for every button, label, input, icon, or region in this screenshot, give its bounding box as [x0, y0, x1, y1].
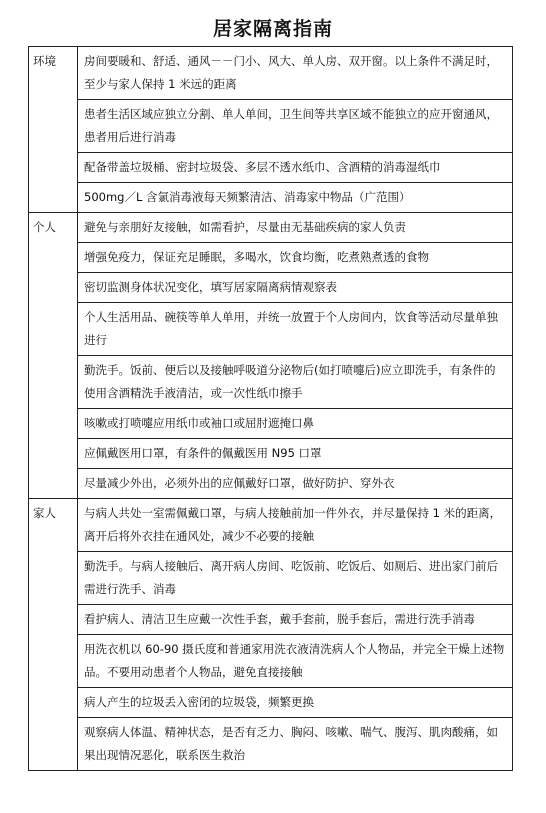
guideline-item: 应佩戴医用口罩，有条件的佩戴医用 N95 口罩	[78, 439, 513, 469]
document-title: 居家隔离指南	[212, 18, 333, 40]
guideline-item: 患者生活区域应独立分割、单人单间，卫生间等共享区域不能独立的应开窗通风，患者用后进行消毒	[78, 100, 513, 153]
table-row	[29, 273, 513, 303]
table-row	[29, 688, 513, 718]
table-row	[29, 183, 513, 213]
guideline-item: 勤洗手。与病人接触后、离开病人房间、吃饭前、吃饭后、如厕后、进出家门前后需进行洗手、消毒	[78, 552, 513, 605]
guideline-item: 观察病人体温、精神状态，是否有乏力、胸闷、咳嗽、喘气、腹泻、肌肉酸痛，如果出现情况恶化，联系医生救治	[78, 718, 513, 771]
guideline-item: 增强免疫力，保证充足睡眠，多喝水，饮食均衡，吃煮熟煮透的食物	[78, 243, 513, 273]
guideline-item: 咳嗽或打喷嚏应用纸巾或袖口或屈肘遮掩口鼻	[78, 409, 513, 439]
table-row	[29, 605, 513, 635]
guideline-item: 配备带盖垃圾桶、密封垃圾袋、多层不透水纸巾、含酒精的消毒湿纸巾	[78, 153, 513, 183]
table-row	[29, 552, 513, 605]
table-row	[29, 356, 513, 409]
guideline-item: 看护病人、清洁卫生应戴一次性手套，戴手套前，脱手套后，需进行洗手消毒	[78, 605, 513, 635]
table-row	[29, 499, 513, 552]
table-row	[29, 718, 513, 771]
table-row	[29, 47, 513, 100]
table-row	[29, 213, 513, 243]
table-row	[29, 635, 513, 688]
table-row	[29, 243, 513, 273]
table-row	[29, 439, 513, 469]
table-row	[29, 469, 513, 499]
guideline-item: 避免与亲朋好友接触，如需看护，尽量由无基础疾病的家人负责	[78, 213, 513, 243]
category-cell-environment: 环境	[29, 47, 78, 213]
table-row	[29, 100, 513, 153]
guideline-item: 与病人共处一室需佩戴口罩，与病人接触前加一件外衣，并尽量保持 1 米的距离，离开后将外衣挂在通风处，减少不必要的接触	[78, 499, 513, 552]
guideline-item: 用洗衣机以 60-90 摄氏度和普通家用洗衣液清洗病人个人物品，并完全干燥上述物品。不要用动患者个人物品，避免直接接触	[78, 635, 513, 688]
guideline-item: 病人产生的垃圾丢入密闭的垃圾袋，频繁更换	[78, 688, 513, 718]
guideline-item: 房间要暖和、舒适、通风－－门小、风大、单人房、双开窗。以上条件不满足时，至少与家人保持 1 米远的距离	[78, 47, 513, 100]
guideline-item: 个人生活用品、碗筷等单人单用，并统一放置于个人房间内，饮食等活动尽量单独进行	[78, 303, 513, 356]
table-row	[29, 303, 513, 356]
category-cell-personal: 个人	[29, 213, 78, 499]
category-cell-family: 家人	[29, 499, 78, 771]
guideline-item: 勤洗手。饭前、便后以及接触呼吸道分泌物后(如打喷嚏后)应立即洗手，有条件的使用含酒精洗手液清洁，或一次性纸巾擦手	[78, 356, 513, 409]
guideline-item: 密切监测身体状况变化，填写居家隔离病情观察表	[78, 273, 513, 303]
table-row	[29, 409, 513, 439]
guideline-item: 尽量减少外出，必须外出的应佩戴好口罩，做好防护、穿外衣	[78, 469, 513, 499]
table-row	[29, 153, 513, 183]
guideline-item: 500mg／L 含氯消毒液每天频繁清洁、消毒家中物品（广范围）	[78, 183, 513, 213]
guidelines-table	[28, 46, 513, 771]
